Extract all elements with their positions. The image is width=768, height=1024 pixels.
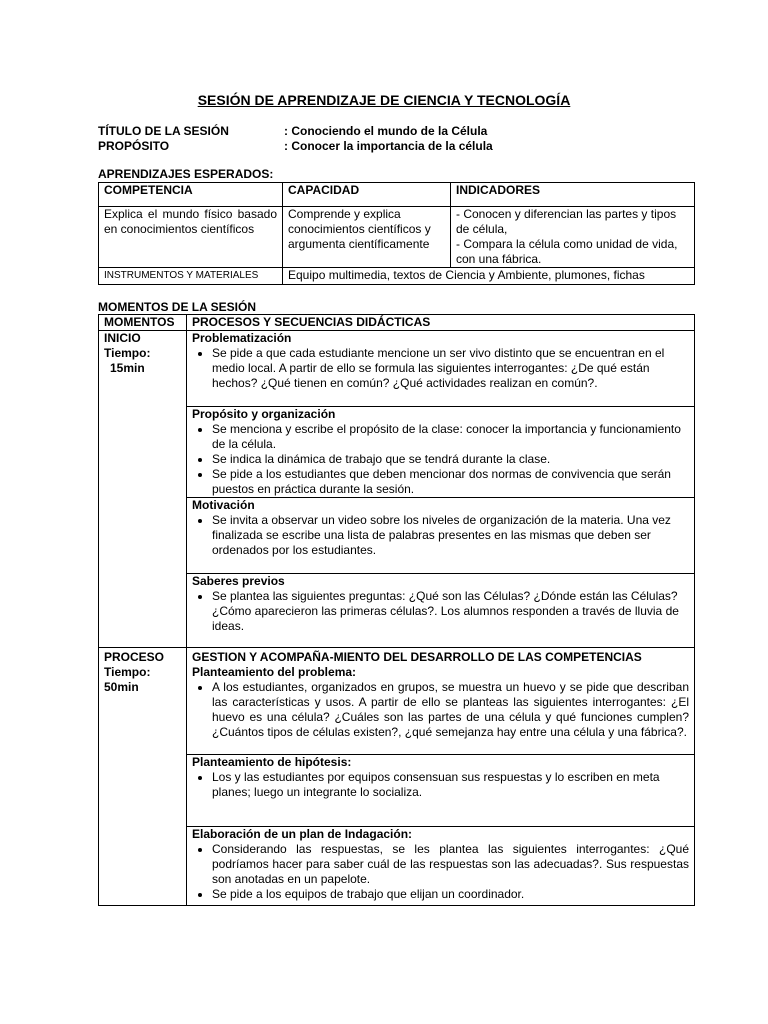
list-item: • Se plantea las siguientes preguntas: ¿Qué son las Células? ¿Dónde están las Células? ¿Cómo aparecieron las primeras células?. Los alumnos responden a través de lluvia de ideas. [212, 589, 689, 634]
aprendizajes-heading: APRENDIZAJES ESPERADOS: [98, 167, 274, 181]
inicio-tiempo-label: Tiempo: [104, 346, 151, 360]
block-title: Planteamiento de hipótesis: [192, 755, 352, 769]
momentos-heading: MOMENTOS DE LA SESIÓN [98, 300, 257, 314]
proceso-heading: GESTION Y ACOMPAÑA-MIENTO DEL DESARROLLO DE LAS COMPETENCIAS [192, 650, 642, 664]
block-title: Elaboración de un plan de Indagación: [192, 827, 413, 841]
instrumentos-value: Equipo multimedia, textos de Ciencia y Ambiente, plumones, fichas [283, 268, 695, 285]
block-title: Planteamiento del problema: [192, 665, 357, 679]
proceso-tiempo: 50min [104, 680, 139, 694]
momentos-table [98, 314, 695, 906]
block-title: Problematización [192, 331, 292, 345]
proceso-row-1 [99, 648, 695, 755]
competencia-cell: Explica el mundo físico basado en conocimientos científicos [99, 207, 283, 268]
document-title: SESIÓN DE APRENDIZAJE DE CIENCIA Y TECNOLOGÍA [197, 92, 571, 108]
list-item: • Se pide a que cada estudiante mencione un ser vivo distinto que se encuentran en el medio local. A partir de ello se formula las siguientes interrogantes: ¿De qué están hechos? ¿Qué tienen en común? ¿Qué actividades realizan en común?. [212, 346, 689, 391]
block-hipotesis [187, 755, 695, 827]
list-item: • Se pide a los estudiantes que deben mencionar dos normas de convivencia que serán puestos en práctica durante la sesión. [212, 467, 689, 497]
inicio-row-4 [99, 574, 695, 648]
block-proposito [187, 407, 695, 498]
inicio-momento-cell [99, 331, 187, 648]
inicio-tiempo: 15min [110, 361, 145, 375]
meta-value: : Conocer la importancia de la célula [284, 139, 493, 153]
header-capacidad: CAPACIDAD [283, 183, 451, 207]
block-list [192, 422, 689, 497]
block-list [192, 680, 689, 740]
header-procesos: PROCESOS Y SECUENCIAS DIDÁCTICAS [187, 315, 695, 331]
proceso-row-2 [99, 755, 695, 827]
proceso-momento-cell [99, 648, 187, 906]
momentos-header-row [99, 315, 695, 331]
block-plan-indagacion [187, 827, 695, 906]
block-planteamiento-problema [187, 648, 695, 755]
proceso-row-3 [99, 827, 695, 906]
block-motivacion [187, 498, 695, 574]
inicio-label: INICIO [104, 331, 141, 345]
block-list [192, 770, 689, 800]
aprendizajes-table [98, 182, 695, 285]
block-title: Saberes previos [192, 574, 285, 588]
proceso-label: PROCESO [104, 650, 165, 664]
block-title: Propósito y organización [192, 407, 336, 421]
list-item: • Se invita a observar un video sobre los niveles de organización de la materia. Una vez finalizada se escribe una lista de palabras presentes en las mismas que deben ser ordenados por los estudiantes. [212, 513, 689, 558]
inicio-row-2 [99, 407, 695, 498]
proceso-tiempo-label: Tiempo: [104, 665, 151, 679]
block-problematizacion [187, 331, 695, 407]
indicador-item: - Conocen y diferencian las partes y tipos de célula, [456, 207, 677, 236]
list-item: • A los estudiantes, organizados en grupos, se muestra un huevo y se pide que describan las características y usos. A partir de ello se planteas las siguientes interrogantes: ¿El huevo es una célula? ¿Cuáles son las partes de una célula y qué funciones cumplen? ¿Cuántos tipos de células existen?, ¿qué semejanza hay entre una célula y una fábrica?. [212, 680, 689, 740]
block-list [192, 589, 689, 634]
header-competencia: COMPETENCIA [99, 183, 283, 207]
indicadores-cell [451, 207, 695, 268]
inicio-row-1 [99, 331, 695, 407]
meta-value: : Conociendo el mundo de la Célula [284, 124, 488, 138]
list-item: • Se indica la dinámica de trabajo que se tendrá durante la clase. [212, 452, 689, 467]
meta-key: TÍTULO DE LA SESIÓN [98, 124, 229, 138]
instrumentos-label: INSTRUMENTOS Y MATERIALES [99, 268, 283, 285]
block-title: Motivación [192, 498, 255, 512]
list-item: • Se pide a los equipos de trabajo que elijan un coordinador. [212, 887, 689, 902]
block-saberes [187, 574, 695, 648]
list-item: • Se menciona y escribe el propósito de la clase: conocer la importancia y funcionamiento de la célula. [212, 422, 689, 452]
block-list [192, 842, 689, 902]
instrumentos-row [99, 268, 695, 285]
meta-key: PROPÓSITO [98, 139, 170, 153]
aprendizajes-header-row [99, 183, 695, 207]
list-item: • Considerando las respuestas, se les plantea las siguientes interrogantes: ¿Qué podríamos hacer para saber cuál de las respuestas son las adecuadas?. Sus respuestas son anotadas en un papelote. [212, 842, 689, 887]
indicador-item: - Compara la célula como unidad de vida, con una fábrica. [456, 237, 678, 266]
header-momentos: MOMENTOS [99, 315, 187, 331]
block-list [192, 346, 689, 391]
capacidad-cell: Comprende y explica conocimientos científicos y argumenta científicamente [283, 207, 451, 268]
block-list [192, 513, 689, 558]
inicio-row-3 [99, 498, 695, 574]
header-indicadores: INDICADORES [451, 183, 695, 207]
aprendizajes-row [99, 207, 695, 268]
list-item: • Los y las estudiantes por equipos consensuan sus respuestas y lo escriben en meta planes; luego un integrante lo socializa. [212, 770, 689, 800]
